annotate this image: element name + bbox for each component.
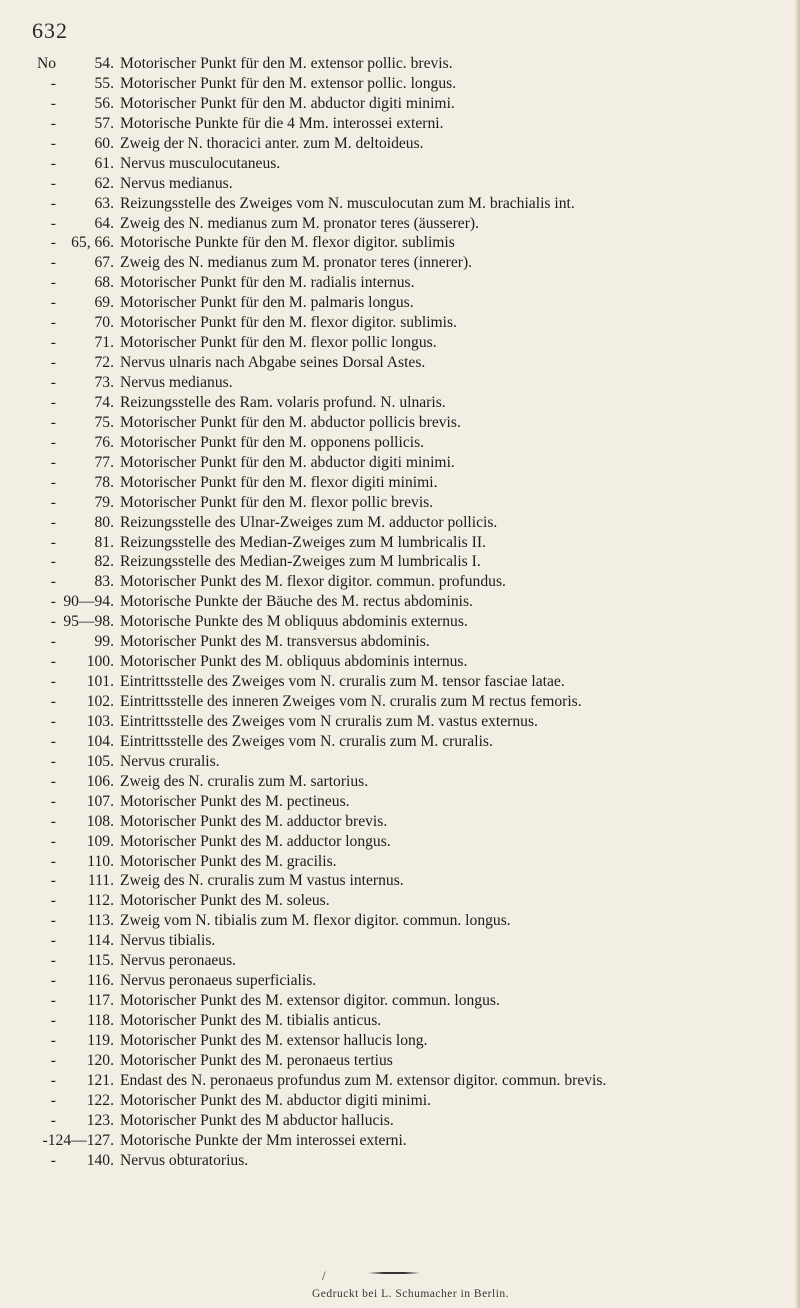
entry-text: Motorischer Punkt für den M. extensor pollic. brevis.	[120, 55, 453, 72]
entry-prefix: -	[50, 832, 56, 850]
entry-text: Eintrittsstelle des Zweiges vom N cruralis zum M. vastus externus.	[120, 712, 538, 730]
list-item	[30, 54, 795, 74]
entry-number-value: 95—98.	[63, 613, 114, 631]
entry-number-value: 55.	[94, 74, 114, 92]
entry-number	[30, 852, 120, 872]
entry-number	[30, 433, 120, 453]
entry-number	[30, 752, 120, 772]
entry-text: Motorischer Punkt des M. extensor hallucis long.	[120, 1031, 428, 1049]
entry-prefix: -	[50, 972, 56, 990]
entry-number	[30, 911, 120, 931]
entry-number-value: 108.	[86, 812, 114, 830]
list-item	[30, 612, 795, 632]
entry-number-value: 113.	[87, 912, 114, 930]
entry-text: Motorischer Punkt des M. extensor digitor. commun. longus.	[120, 992, 500, 1010]
list-item	[30, 891, 795, 911]
entry-number	[30, 1071, 120, 1091]
entry-number	[30, 114, 120, 134]
entry-number	[30, 154, 120, 174]
entry-text: Nervus tibialis.	[120, 932, 216, 950]
list-item	[30, 114, 795, 134]
entry-prefix: -	[50, 533, 56, 551]
list-item	[30, 313, 795, 333]
entry-number	[30, 712, 120, 732]
entry-number	[30, 951, 120, 971]
entry-number	[30, 313, 120, 333]
entry-number-value: 71.	[94, 334, 114, 352]
entry-prefix: -	[50, 154, 56, 172]
entry-number	[30, 333, 120, 353]
entry-prefix: -	[50, 992, 56, 1010]
entry-number-value: 106.	[86, 772, 114, 790]
entry-number-value: 70.	[94, 314, 114, 332]
entry-prefix: -	[50, 413, 56, 431]
list-item	[30, 433, 795, 453]
list-item	[30, 353, 795, 373]
entry-prefix: -	[50, 134, 56, 152]
entry-number-value: 107.	[86, 792, 114, 810]
entry-number	[30, 493, 120, 513]
entry-text: Motorische Punkte für den M. flexor digitor. sublimis	[120, 234, 455, 252]
entry-number-value: 116.	[87, 972, 114, 990]
entry-number	[30, 233, 120, 253]
list-item	[30, 991, 795, 1011]
entry-number	[30, 1011, 120, 1031]
entry-number	[30, 194, 120, 214]
entry-text: Motorischer Punkt des M. peronaeus tertius	[120, 1051, 393, 1069]
entry-number-value: 80.	[94, 513, 114, 531]
entry-text: Motorischer Punkt für den M. flexor pollic brevis.	[120, 493, 434, 511]
entry-number-value: 64.	[94, 214, 114, 232]
entry-text: Motorischer Punkt des M. flexor digitor. commun. profundus.	[120, 573, 506, 591]
list-item	[30, 871, 795, 891]
entry-number-value: 110.	[87, 852, 114, 870]
entry-number-value: 121.	[86, 1071, 114, 1089]
entry-prefix: -	[50, 1151, 56, 1169]
entry-text: Eintrittsstelle des inneren Zweiges vom N. cruralis zum M rectus femoris.	[120, 693, 582, 710]
entry-number-value: 118.	[87, 1012, 114, 1029]
entry-text: Motorischer Punkt für den M. abductor digiti minimi.	[120, 94, 455, 112]
list-item	[30, 533, 795, 553]
entry-number-value: 72.	[94, 354, 114, 372]
list-item	[30, 592, 795, 612]
entry-number-value: 62.	[94, 174, 114, 192]
entry-prefix: -	[50, 613, 56, 631]
list-item	[30, 134, 795, 154]
entry-number	[30, 1051, 120, 1071]
list-item	[30, 174, 795, 194]
list-item	[30, 792, 795, 812]
entry-number	[30, 1091, 120, 1111]
entry-prefix: -	[50, 712, 56, 730]
entry-text: Motorischer Punkt des M. tibialis anticus.	[120, 1012, 382, 1029]
entry-prefix: -	[50, 772, 56, 790]
list-item	[30, 632, 795, 652]
entry-number-value: 54.	[94, 55, 114, 72]
entry-text: Nervus cruralis.	[120, 752, 220, 770]
entry-prefix: -	[50, 693, 56, 710]
entry-number	[30, 293, 120, 313]
entry-number-value: 117.	[87, 992, 114, 1010]
entry-prefix: -	[50, 732, 56, 750]
entry-number	[30, 692, 120, 712]
entry-number-value: 122.	[86, 1091, 114, 1109]
entry-number	[30, 413, 120, 433]
entry-number-value: 105.	[86, 752, 114, 770]
entry-number-value: 103.	[86, 712, 114, 730]
entry-prefix: -	[50, 852, 56, 870]
entry-number	[30, 732, 120, 752]
entry-text: Reizungsstelle des Ram. volaris profund. N. ulnaris.	[120, 393, 446, 411]
entry-prefix: -	[50, 174, 56, 192]
list-item	[30, 333, 795, 353]
entry-prefix: -	[50, 254, 56, 272]
list-item	[30, 672, 795, 692]
entry-text: Motorische Punkte der Bäuche des M. rectus abdominis.	[120, 593, 473, 611]
list-item	[30, 572, 795, 592]
entry-prefix: -	[50, 553, 56, 571]
entry-number-value: 65, 66.	[71, 234, 114, 252]
list-item	[30, 1111, 795, 1131]
list-item	[30, 74, 795, 94]
entry-prefix: -	[50, 473, 56, 491]
entry-number	[30, 513, 120, 533]
entry-prefix: -	[50, 653, 56, 671]
entry-text: Motorischer Punkt des M. adductor longus.	[120, 832, 391, 850]
list-item	[30, 971, 795, 991]
list-item	[30, 513, 795, 533]
entry-prefix: -	[50, 593, 56, 611]
entry-text: Motorische Punkte der Mm interossei externi.	[120, 1131, 407, 1149]
entry-number	[30, 214, 120, 234]
entry-number-value: 111.	[87, 872, 114, 890]
entry-prefix: -	[50, 912, 56, 930]
entry-text: Motorischer Punkt für den M. flexor pollic longus.	[120, 334, 437, 352]
entry-number-value: 79.	[94, 493, 114, 511]
list-item	[30, 552, 795, 572]
entry-number	[30, 612, 120, 632]
entry-prefix: -	[50, 294, 56, 312]
entry-number-value: 60.	[94, 134, 114, 152]
entry-text: Motorische Punkte für die 4 Mm. interossei externi.	[120, 114, 444, 132]
list-item	[30, 812, 795, 832]
entry-text: Nervus musculocutaneus.	[120, 154, 281, 172]
entry-number-value: 120.	[86, 1051, 114, 1069]
entry-prefix: -	[50, 1071, 56, 1089]
entry-text: Zweig des N. cruralis zum M vastus internus.	[120, 872, 404, 890]
entry-prefix: -	[50, 1031, 56, 1049]
entry-number-value: 56.	[94, 94, 114, 112]
ornamental-rule	[368, 1272, 420, 1274]
list-item	[30, 393, 795, 413]
entry-number	[30, 772, 120, 792]
entry-number-value: 63.	[94, 194, 114, 212]
entry-prefix: -	[50, 94, 56, 112]
entry-prefix: -	[50, 334, 56, 352]
entry-text: Reizungsstelle des Median-Zweiges zum M lumbricalis II.	[120, 533, 486, 551]
entry-prefix: -	[50, 393, 56, 411]
list-item	[30, 453, 795, 473]
entry-text: Nervus medianus.	[120, 174, 233, 192]
entry-number-value: 73.	[94, 374, 114, 391]
entry-text: Reizungsstelle des Ulnar-Zweiges zum M. adductor pollicis.	[120, 513, 498, 531]
entry-number	[30, 453, 120, 473]
entry-list	[30, 54, 795, 1171]
entry-text: Motorischer Punkt für den M. radialis internus.	[120, 274, 415, 292]
entry-number-value: 69.	[94, 294, 114, 312]
list-item	[30, 373, 795, 393]
entry-number	[30, 971, 120, 991]
entry-prefix: -	[50, 234, 56, 252]
entry-number	[30, 931, 120, 951]
list-item	[30, 1131, 795, 1151]
entry-prefix: -	[50, 892, 56, 910]
entry-number-value: 104.	[86, 732, 114, 750]
entry-prefix: -	[50, 633, 56, 651]
list-item	[30, 951, 795, 971]
list-item	[30, 273, 795, 293]
entry-prefix: -	[50, 812, 56, 830]
entry-number	[30, 832, 120, 852]
entry-prefix: -	[50, 872, 56, 890]
entry-prefix: -	[50, 513, 56, 531]
entry-number-value: 90—94.	[63, 593, 114, 611]
entry-prefix: -	[50, 493, 56, 511]
entry-prefix: -	[50, 792, 56, 810]
entry-text: Motorischer Punkt für den M. abductor digiti minimi.	[120, 453, 455, 471]
entry-text: Motorischer Punkt des M. gracilis.	[120, 852, 337, 870]
list-item	[30, 233, 795, 253]
entry-text: Motorischer Punkt des M. abductor digiti minimi.	[120, 1091, 431, 1109]
entry-number	[30, 1131, 120, 1151]
list-item	[30, 1091, 795, 1111]
entry-number-value: 100.	[86, 653, 114, 671]
entry-text: Motorischer Punkt des M. soleus.	[120, 892, 330, 910]
entry-number	[30, 533, 120, 553]
list-item	[30, 1051, 795, 1071]
entry-number-value: 83.	[94, 573, 114, 591]
entry-text: Motorischer Punkt für den M. palmaris longus.	[120, 294, 414, 312]
entry-number	[30, 652, 120, 672]
entry-number-value: 74.	[94, 393, 114, 411]
entry-number	[30, 572, 120, 592]
entry-text: Eintrittsstelle des Zweiges vom N. cruralis zum M. cruralis.	[120, 732, 493, 750]
entry-prefix: -	[50, 194, 56, 212]
entry-number	[30, 672, 120, 692]
entry-number	[30, 373, 120, 393]
entry-text: Reizungsstelle des Median-Zweiges zum M lumbricalis I.	[120, 553, 481, 571]
entry-prefix: -	[50, 374, 56, 391]
list-item	[30, 931, 795, 951]
entry-number-value: 99.	[94, 633, 114, 651]
list-item	[30, 214, 795, 234]
entry-number-value: 112.	[87, 892, 114, 910]
entry-number-value: 109.	[86, 832, 114, 850]
entry-text: Motorische Punkte des M obliquus abdominis externus.	[120, 613, 468, 631]
entry-number-value: 81.	[94, 533, 114, 551]
list-item	[30, 1031, 795, 1051]
entry-number-value: 76.	[94, 433, 114, 451]
entry-number	[30, 473, 120, 493]
entry-number	[30, 991, 120, 1011]
entry-number	[30, 792, 120, 812]
entry-number	[30, 94, 120, 114]
list-item	[30, 832, 795, 852]
list-item	[30, 911, 795, 931]
list-item	[30, 1011, 795, 1031]
entry-number-value: 75.	[94, 413, 114, 431]
list-item	[30, 1071, 795, 1091]
entry-number-value: 119.	[87, 1031, 114, 1049]
entry-number	[30, 632, 120, 652]
entry-text: Motorischer Punkt für den M. abductor pollicis brevis.	[120, 413, 461, 431]
list-item	[30, 752, 795, 772]
entry-text: Endast des N. peronaeus profundus zum M. extensor digitor. commun. brevis.	[120, 1071, 607, 1089]
entry-text: Eintrittsstelle des Zweiges vom N. cruralis zum M. tensor fasciae latae.	[120, 673, 565, 691]
entry-text: Motorischer Punkt für den M. flexor digiti minimi.	[120, 473, 438, 491]
entry-prefix: -	[42, 1131, 48, 1149]
page-edge	[794, 0, 800, 1308]
entry-number-value: 102.	[86, 693, 114, 710]
entry-text: Zweig der N. thoracici anter. zum M. deltoideus.	[120, 134, 424, 152]
entry-number-value: 67.	[94, 254, 114, 272]
entry-prefix: -	[50, 453, 56, 471]
list-item	[30, 692, 795, 712]
entry-text: Motorischer Punkt des M. obliquus abdominis internus.	[120, 653, 468, 671]
list-item	[30, 493, 795, 513]
list-item	[30, 852, 795, 872]
list-item	[30, 194, 795, 214]
list-item	[30, 413, 795, 433]
entry-number-value: 77.	[94, 453, 114, 471]
entry-number	[30, 592, 120, 612]
page-number: 632	[32, 18, 68, 43]
entry-prefix: -	[50, 433, 56, 451]
entry-number-value: 115.	[87, 952, 114, 970]
list-item	[30, 712, 795, 732]
entry-text: Motorischer Punkt für den M. flexor digitor. sublimis.	[120, 314, 457, 332]
entry-number-value: 82.	[94, 553, 114, 571]
entry-text: Motorischer Punkt des M. adductor brevis.	[120, 812, 388, 830]
entry-number	[30, 273, 120, 293]
list-item	[30, 154, 795, 174]
entry-prefix: -	[50, 932, 56, 950]
entry-number	[30, 393, 120, 413]
entry-number	[30, 353, 120, 373]
entry-number-value: 68.	[94, 274, 114, 292]
entry-text: Motorischer Punkt des M. transversus abdominis.	[120, 633, 430, 651]
entry-text: Zweig des N. medianus zum M. pronator teres (innerer).	[120, 254, 473, 272]
entry-prefix: -	[50, 752, 56, 770]
entry-number-value: 124—127.	[47, 1131, 114, 1149]
list-item	[30, 652, 795, 672]
entry-number	[30, 253, 120, 273]
list-item	[30, 1151, 795, 1171]
list-item	[30, 732, 795, 752]
entry-number	[30, 891, 120, 911]
entry-number	[30, 54, 120, 74]
entry-number-value: 61.	[94, 154, 114, 172]
entry-prefix: -	[50, 74, 56, 92]
entry-prefix: -	[50, 1091, 56, 1109]
entry-text: Zweig des N. cruralis zum M. sartorius.	[120, 772, 369, 790]
entry-number	[30, 871, 120, 891]
entry-prefix: -	[50, 952, 56, 970]
entry-prefix: -	[50, 1111, 56, 1129]
entry-number	[30, 74, 120, 94]
entry-prefix: -	[50, 673, 56, 691]
printer-imprint: Gedruckt bei L. Schumacher in Berlin.	[312, 1288, 510, 1300]
entry-text: Nervus obturatorius.	[120, 1151, 249, 1169]
entry-prefix: -	[50, 314, 56, 332]
entry-number	[30, 134, 120, 154]
entry-number	[30, 1031, 120, 1051]
entry-number	[30, 1111, 120, 1131]
entry-text: Motorischer Punkt des M. pectineus.	[120, 792, 350, 810]
entry-number	[30, 174, 120, 194]
entry-text: Nervus peronaeus superficialis.	[120, 972, 317, 990]
entry-number-value: 57.	[94, 114, 114, 132]
entry-number-value: 123.	[86, 1111, 114, 1129]
list-item	[30, 473, 795, 493]
list-item	[30, 253, 795, 273]
entry-text: Zweig vom N. tibialis zum M. flexor digitor. commun. longus.	[120, 912, 511, 930]
entry-number-value: 78.	[94, 473, 114, 491]
entry-prefix: -	[50, 354, 56, 372]
entry-text: Nervus peronaeus.	[120, 952, 237, 970]
entry-text: Nervus medianus.	[120, 374, 233, 391]
entry-text: Zweig des N. medianus zum M. pronator teres (äusserer).	[120, 214, 479, 232]
stray-mark: /	[322, 1268, 326, 1283]
entry-number	[30, 552, 120, 572]
entry-number	[30, 1151, 120, 1171]
entry-number-value: 114.	[87, 932, 114, 950]
entry-prefix: No	[36, 55, 56, 72]
entry-text: Motorischer Punkt für den M. extensor pollic. longus.	[120, 74, 457, 92]
entry-prefix: -	[50, 1012, 56, 1029]
entry-prefix: -	[50, 573, 56, 591]
entry-prefix: -	[50, 114, 56, 132]
entry-text: Reizungsstelle des Zweiges vom N. musculocutan zum M. brachialis int.	[120, 194, 575, 212]
entry-prefix: -	[50, 274, 56, 292]
entry-number-value: 140.	[86, 1151, 114, 1169]
entry-text: Motorischer Punkt des M abductor hallucis.	[120, 1111, 394, 1129]
entry-prefix: -	[50, 1051, 56, 1069]
entry-text: Nervus ulnaris nach Abgabe seines Dorsal Astes.	[120, 354, 426, 372]
entry-text: Motorischer Punkt für den M. opponens pollicis.	[120, 433, 425, 451]
list-item	[30, 772, 795, 792]
entry-number-value: 101.	[86, 673, 114, 691]
entry-number	[30, 812, 120, 832]
entry-prefix: -	[50, 214, 56, 232]
list-item	[30, 94, 795, 114]
list-item	[30, 293, 795, 313]
